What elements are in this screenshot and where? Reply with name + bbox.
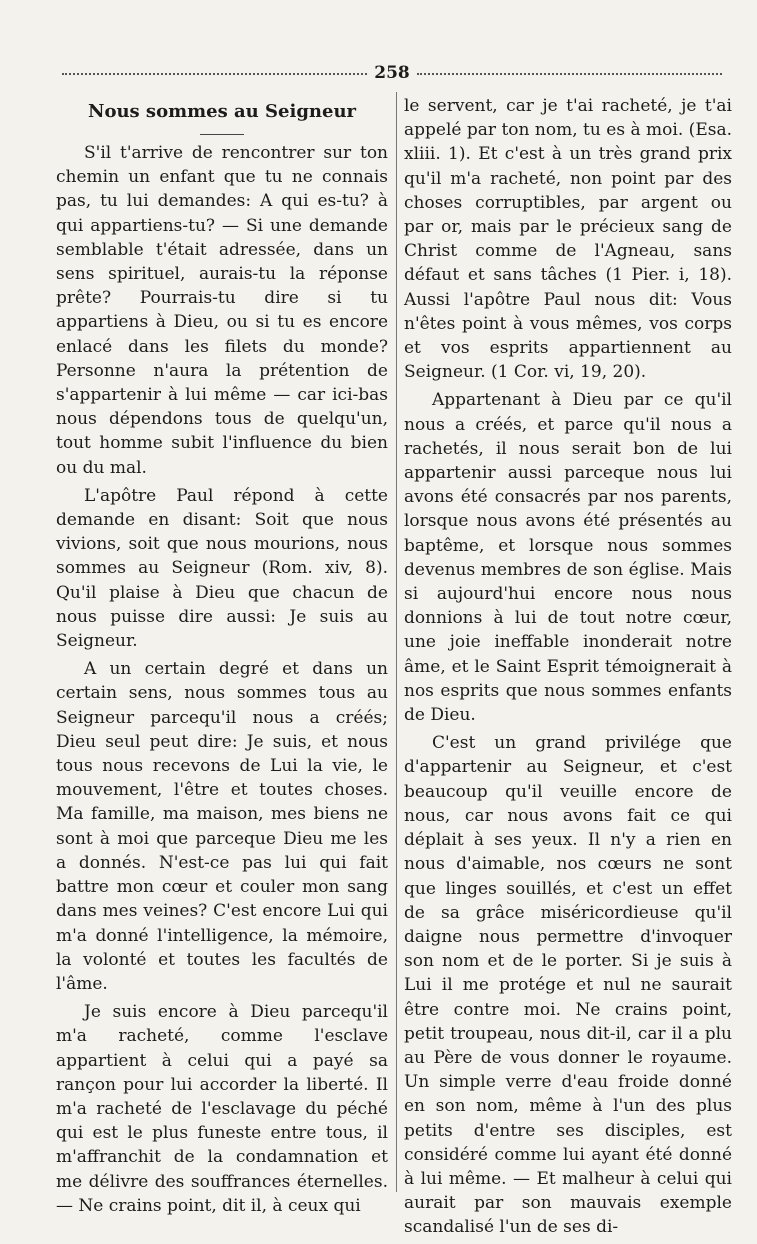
paragraph: Appartenant à Dieu par ce qu'il nous a créés, et parce qu'il nous a rachetés, il nous serait bon de lui appartenir aussi parceque nous lui avons été consacrés par nos parents, lorsque nous avons été présentés au baptême, et lorsque nous sommes devenus membres de son église. Mais si aujourd'hui encore nous nous donnions à lui de tout notre cœur, une joie ineffable inonderait notre âme, et le Saint Esprit témoignerait à nos esprits que nous sommes enfants de Dieu. — [404, 390, 732, 726]
paragraph: L'apôtre Paul répond à cette demande en disant: Soit que nous vivions, soit que nous mourions, nous sommes au Seigneur (Rom. xiv, 8). Qu'il plaise à Dieu que chacun de nous puisse dire aussi: Je suis au Seigneur. — [56, 485, 388, 652]
left-column — [56, 94, 388, 1222]
column-divider — [396, 92, 397, 1192]
right-column — [404, 94, 732, 1244]
header-rule-right — [417, 73, 722, 75]
paragraph: Je suis encore à Dieu parcequ'il m'a racheté, comme l'esclave appartient à celui qui a payé sa rançon pour lui accorder la liberté. Il m'a racheté de l'esclavage du péché qui est le plus funeste entre tous, il m'affranchit de la condamnation et me délivre des souffrances éternelles. — Ne crains point, dit il, à ceux qui — [56, 1002, 388, 1216]
paragraph-continued: le servent, car je t'ai racheté, je t'ai appelé par ton nom, tu es à moi. (Esa. xliii. 1). Et c'est à un très grand prix qu'il m'a racheté, non point par des choses corruptibles, par argent ou par or, mais par le précieux sang de Christ comme de l'Agneau, sans défaut et sans tâches (1 Pier. i, 18). Aussi l'apôtre Paul nous dit: Vous n'êtes point à vous mêmes, vos corps et vos esprits appartiennent au Seigneur. (1 Cor. vi, 19, 20). — [404, 96, 732, 383]
article-title: Nous sommes au Seigneur — [87, 101, 357, 122]
paragraph: C'est un grand privilége que d'appartenir au Seigneur, et c'est beaucoup qu'il veuille encore de nous, car nous avons fait ce qui déplait à ses yeux. Il n'y a rien en nous d'aimable, nos cœurs ne sont que linges souillés, et c'est un effet de sa grâce miséricordieuse qu'il daigne nous permettre d'invoquer son nom et de le porter. Si je suis à Lui il me protége et nul ne saurait être contre moi. Ne crains point, petit troupeau, nous dit-il, car il a plu au Père de vous donner le royaume. Un simple verre d'eau froide donné en son nom, même à l'un des plus petits d'entre ses disciples, est considéré comme lui ayant été donné à lui même. — Et malheur à celui qui aurait par son mauvais exemple scandalisé l'un de ses di- — [404, 733, 732, 1238]
page-header — [62, 62, 722, 84]
header-rule-left — [62, 73, 367, 75]
paragraph: S'il t'arrive de rencontrer sur ton chemin un enfant que tu ne connais pas, tu lui demandes: A qui es-tu? à qui appartiens-tu? — Si une demande semblable t'était adressée, dans un sens spirituel, aurais-tu la réponse prête? Pourrais-tu dire si tu appartiens à Dieu, ou si tu es encore enlacé dans les filets du monde? Personne n'aura la prétention de s'appartenir à lui même — car ici-bas nous dépendons tous de quelqu'un, tout homme subit l'influence du bien ou du mal. — [56, 143, 388, 478]
title-dash — [200, 126, 244, 135]
paragraph: A un certain degré et dans un certain sens, nous sommes tous au Seigneur parcequ'il nous a créés; Dieu seul peut dire: Je suis, et nous tous nous recevons de Lui la vie, le mouvement, l'être et toutes choses. Ma famille, ma maison, mes biens ne sont à moi que parceque Dieu me les a donnés. N'est-ce pas lui qui fait battre mon cœur et couler mon sang dans mes veines? C'est encore Lui qui m'a donné l'intelligence, la mémoire, la volonté et toutes les facultés de l'âme. — [56, 659, 388, 994]
page-number: 258 — [374, 63, 410, 83]
